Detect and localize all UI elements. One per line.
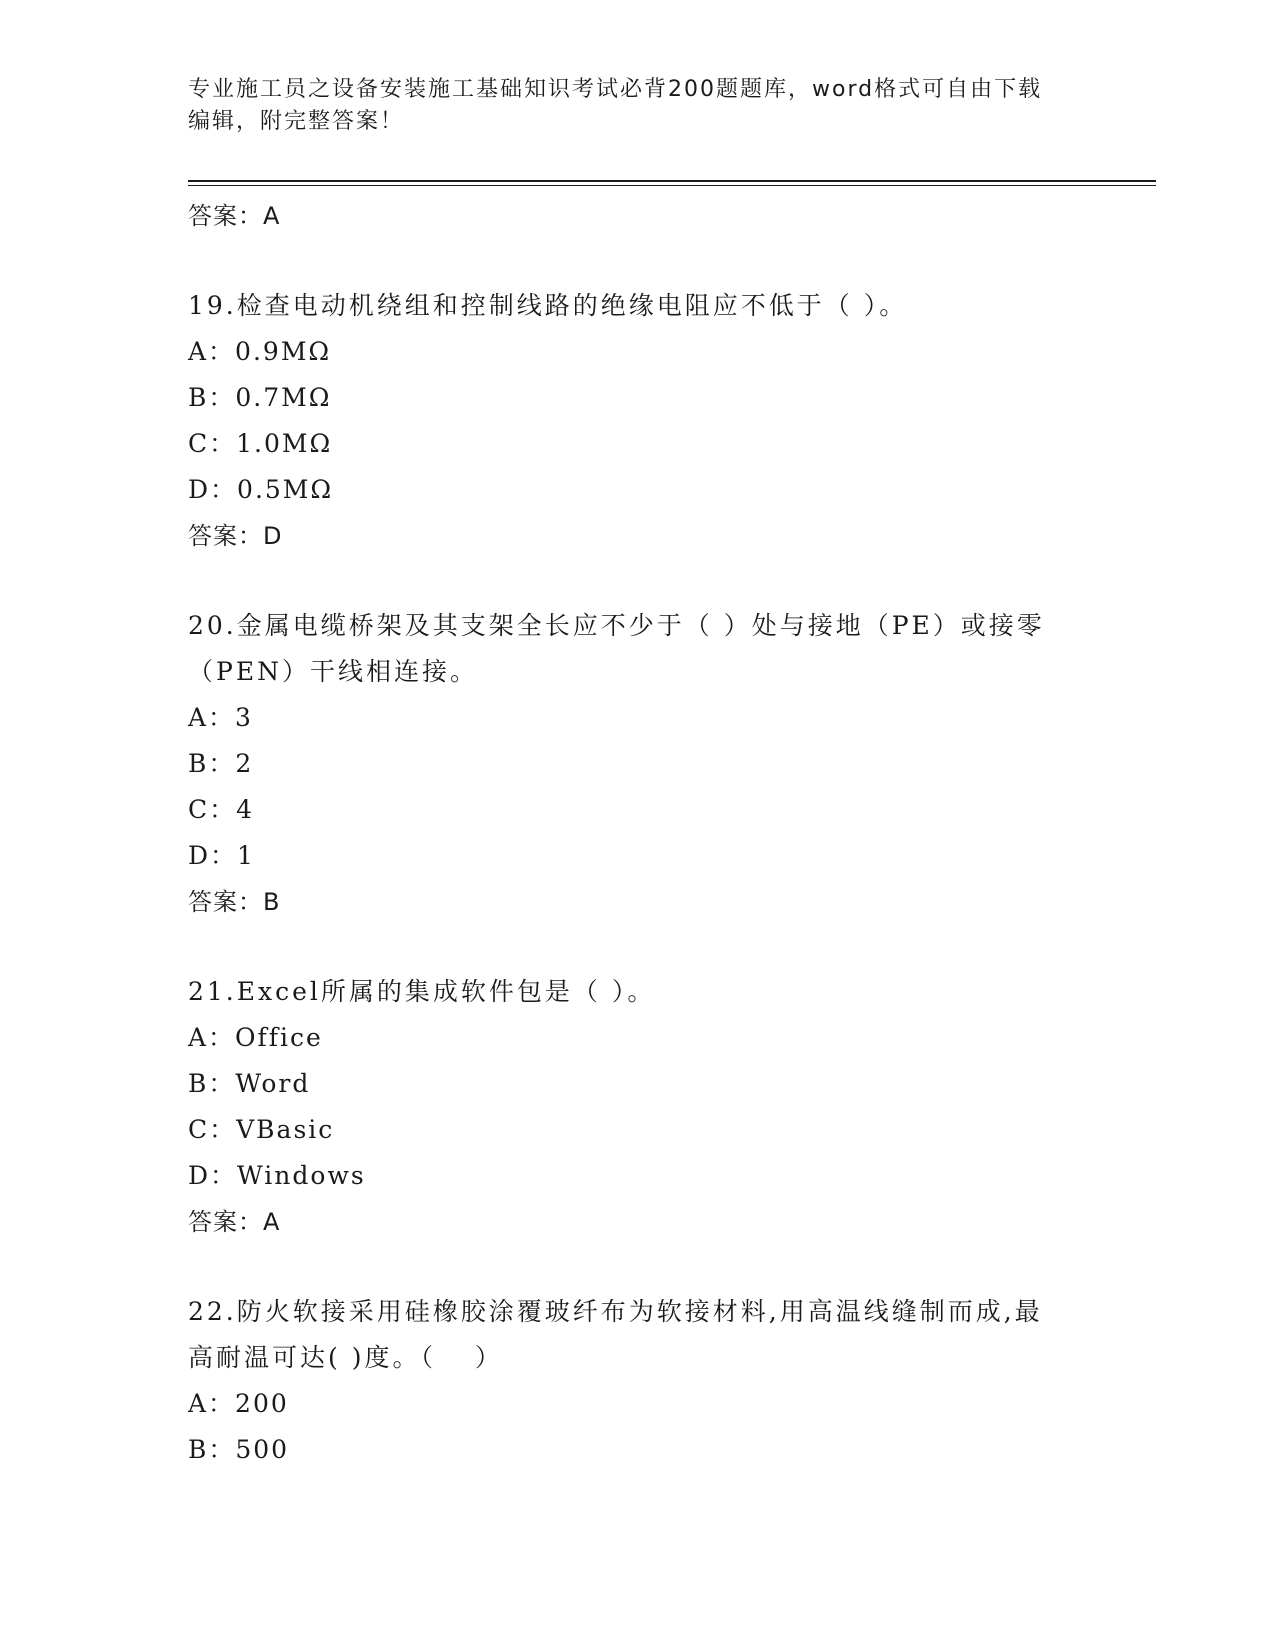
question-22 bbox=[188, 1289, 1088, 1473]
option-c: C：1.0MΩ bbox=[188, 429, 333, 458]
question-text-continued: （PEN）干线相连接。 bbox=[188, 657, 478, 686]
question-21 bbox=[188, 969, 1088, 1245]
header-line-1: 专业施工员之设备安装施工基础知识考试必背200题题库，word格式可自由下载 bbox=[188, 77, 1043, 102]
spacer bbox=[188, 239, 1088, 283]
option-b: B：0.7MΩ bbox=[188, 383, 332, 412]
header-divider-thick bbox=[188, 180, 1156, 182]
option-a: A：200 bbox=[188, 1389, 289, 1418]
option-a: A：3 bbox=[188, 703, 253, 732]
option-d: D：Windows bbox=[188, 1161, 366, 1190]
question-answer: 答案：A bbox=[188, 1208, 281, 1236]
option-a: A：Office bbox=[188, 1023, 323, 1052]
question-text: 22.防火软接采用硅橡胶涂覆玻纤布为软接材料,用高温线缝制而成,最 bbox=[188, 1297, 1043, 1326]
header-line-2: 编辑，附完整答案！ bbox=[188, 109, 405, 134]
option-b: B：2 bbox=[188, 749, 254, 778]
option-b: B：500 bbox=[188, 1435, 290, 1464]
option-a: A：0.9MΩ bbox=[188, 337, 332, 366]
option-b: B：Word bbox=[188, 1069, 311, 1098]
header-divider-thin bbox=[188, 185, 1156, 186]
document-header bbox=[188, 74, 1088, 138]
question-text: 19.检查电动机绕组和控制线路的绝缘电阻应不低于（ ）。 bbox=[188, 291, 908, 320]
question-20 bbox=[188, 603, 1088, 925]
question-answer: 答案：B bbox=[188, 888, 281, 916]
question-answer: 答案：D bbox=[188, 522, 283, 550]
option-d: D：0.5MΩ bbox=[188, 475, 334, 504]
question-list bbox=[188, 193, 1088, 1473]
question-19 bbox=[188, 283, 1088, 559]
option-d: D：1 bbox=[188, 841, 255, 870]
question-text: 21.Excel所属的集成软件包是（ ）。 bbox=[188, 977, 656, 1006]
spacer bbox=[188, 1245, 1088, 1289]
option-c: C：4 bbox=[188, 795, 255, 824]
option-c: C：VBasic bbox=[188, 1115, 335, 1144]
question-text-continued: 高耐温可达( )度。（ ） bbox=[188, 1343, 503, 1372]
question-text: 20.金属电缆桥架及其支架全长应不少于（ ）处与接地（PE）或接零 bbox=[188, 611, 1045, 640]
spacer bbox=[188, 925, 1088, 969]
spacer bbox=[188, 559, 1088, 603]
previous-answer: 答案：A bbox=[188, 202, 281, 230]
